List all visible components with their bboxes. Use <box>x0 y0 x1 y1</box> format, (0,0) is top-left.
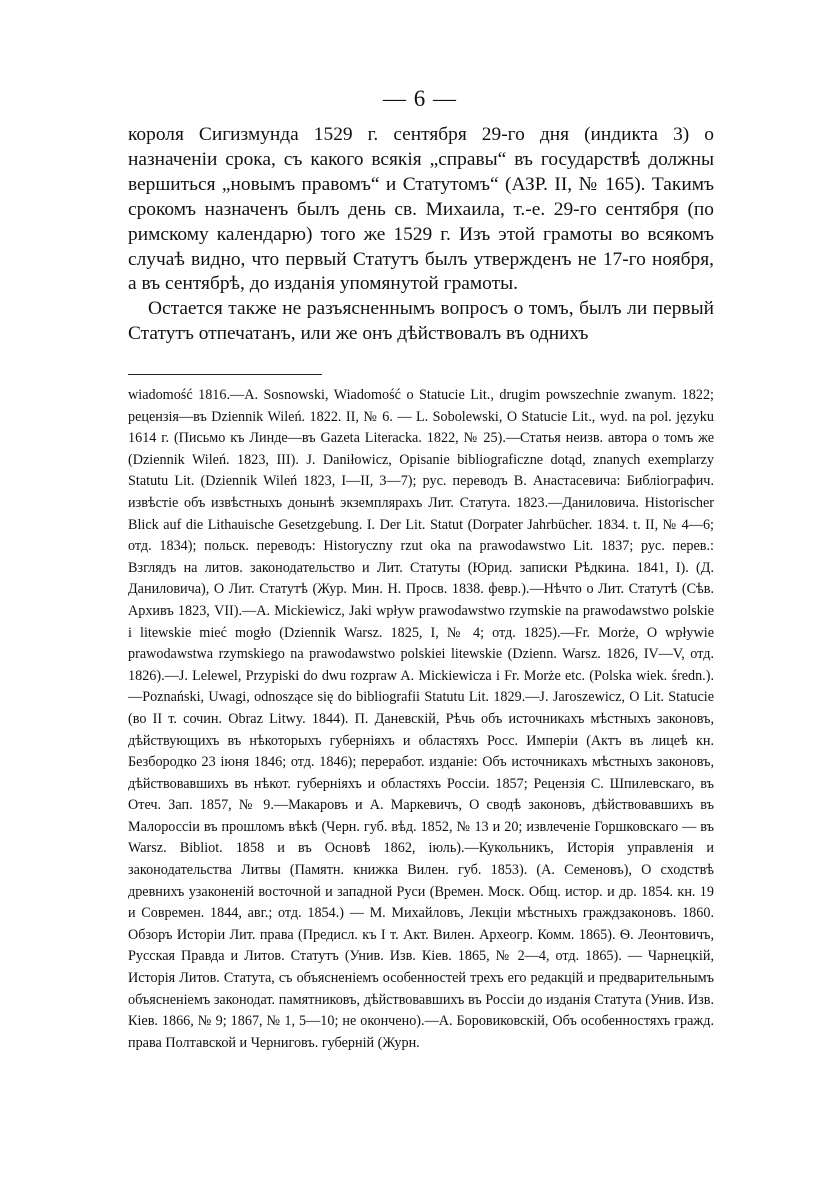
body-paragraph-1: короля Сигизмунда 1529 г. сентября 29-го дня (индикта 3) о назначеніи срока, съ какого всякія „справы“ въ государствѣ должны вершиться „новымъ правомъ“ и Статутомъ“ (АЗР. II, № 165). Такимъ срокомъ назначенъ былъ день св. Михаила, т.-е. 29-го сентября (по римскому календарю) того же 1529 г. Изъ этой грамоты во всякомъ случаѣ видно, что первый Статутъ былъ утвержденъ не 17-го ноября, а въ сентябрѣ, до изданія упомянутой грамоты. <box>128 124 714 295</box>
footnote <box>128 385 714 1054</box>
footnote-text: wiadomość 1816.—A. Sosnowski, Wiadomość o Statucie Lit., drugim powszechnie zwanym. 1822; рецензія—въ Dziennik Wileń. 1822. II, № 6. — L. Sobolewski, O Statucie Lit., wyd. na pol. języku 1614 г. (Письмо къ Линде—въ Gazeta Literacka. 1822, № 25).—Статья неизв. автора о томъ же (Dziennik Wileń. 1823, III). J. Daniłowicz, Opisanie bibliograficzne dotąd, znanych exemplarzy Statutu Lit. (Dziennik Wileń 1823, I—II, 3—7); рус. переводъ В. Анастасевича: Библіографич. извѣстіе объ извѣстныхъ донынѣ экземплярахъ Лит. Статута. 1823.—Даниловича. Historischer Blick auf die Lithauische Gesetzgebung. I. Der Lit. Statut (Dorpater Jahrbücher. 1834. t. II, № 4—6; отд. 1834); польск. переводъ: Historyczny rzut oka na prawodawstwo Lit. 1837; рус. перев.: Взглядъ на литов. законодательство и Лит. Статуты (Юрид. записки Рѣдкина. 1841, I). (Д. Даниловича), О Лит. Статутѣ (Жур. Мин. Н. Просв. 1838. февр.).—Нѣчто о Лит. Статутѣ (Сѣв. Архивъ 1823, VII).—A. Mickiewicz, Jaki wpływ prawodawstwo rzymskie na prawodawstwo polskie i litewskie mieć mogło (Dziennik Warsz. 1825, I, № 4; отд. 1825).—Fr. Morże, O wpływie prawodawstwa rzymskiego na prawodawstwo polskiei litewskie (Dzienn. Warsz. 1826, IV—V, отд. 1826).—J. Lelewel, Przypiski do dwu rozpraw A. Mickiewicza i Fr. Morże etc. (Polska wiek. średn.).—Poznański, Uwagi, odnoszące się do bibliografii Statutu Lit. 1829.—J. Jaroszewicz, O Lit. Statucie (во II т. сочин. Obraz Litwy. 1844). П. Даневскій, Рѣчь объ источникахъ мѣстныхъ законовъ, дѣйствующихъ въ нѣкоторыхъ губерніяхъ и областяхъ Росс. Имперіи (Актъ въ лицеѣ кн. Безбородко 23 іюня 1846; отд. 1846); переработ. изданіе: Объ источникахъ мѣстныхъ законовъ, дѣйствовавшихъ въ нѣкот. губерніяхъ и областяхъ Россіи. 1857; Рецензія С. Шпилевскаго, въ Отеч. Зап. 1857, № 9.—Макаровъ и А. Маркевичъ, О сводѣ законовъ, дѣйствовавшихъ въ Малороссіи въ прошломъ вѣкѣ (Черн. губ. вѣд. 1852, № 13 и 20; извлеченіе Горшковскаго — въ Warsz. Bibliot. 1858 и въ Основѣ 1862, іюль).—Кукольникъ, Исторія управленія и законодательства Литвы (Памятн. книжка Вилен. губ. 1853). (А. Семеновъ), О сходствѣ древнихъ узаконеній восточной и западной Руси (Времен. Моск. Общ. истор. и др. 1854. кн. 19 и Современ. 1844, авг.; отд. 1854.) — М. Михайловъ, Лекціи мѣстныхъ граждзаконовъ. 1860. Обзоръ Исторіи Лит. права (Предисл. къ I т. Акт. Вилен. Археогр. Комм. 1865). Ѳ. Леонтовичъ, Русская Правда и Литов. Статутъ (Унив. Изв. Кіев. 1865, № 2—4, отд. 1865). — Чарнецкій, Исторія Литов. Статута, съ объясненіемъ особенностей трехъ его редакцій и предварительнымъ объясненіемъ законодат. памятниковъ, дѣйствовавшихъ въ Россіи до изданія Статута (Унив. Изв. Кіев. 1866, № 9; 1867, № 1, 5—10; не окончено).—А. Боровиковскій, Объ особенностяхъ гражд. права Полтавской и Черниговъ. губерній (Журн. <box>128 387 714 1051</box>
footnote-divider <box>128 374 322 375</box>
main-text <box>128 123 714 347</box>
body-paragraph-2: Остается также не разъясненнымъ вопросъ о томъ, былъ ли первый Статутъ отпечатанъ, или же онъ дѣйствовалъ въ однихъ <box>128 298 714 345</box>
page-number: — 6 — <box>383 86 457 111</box>
